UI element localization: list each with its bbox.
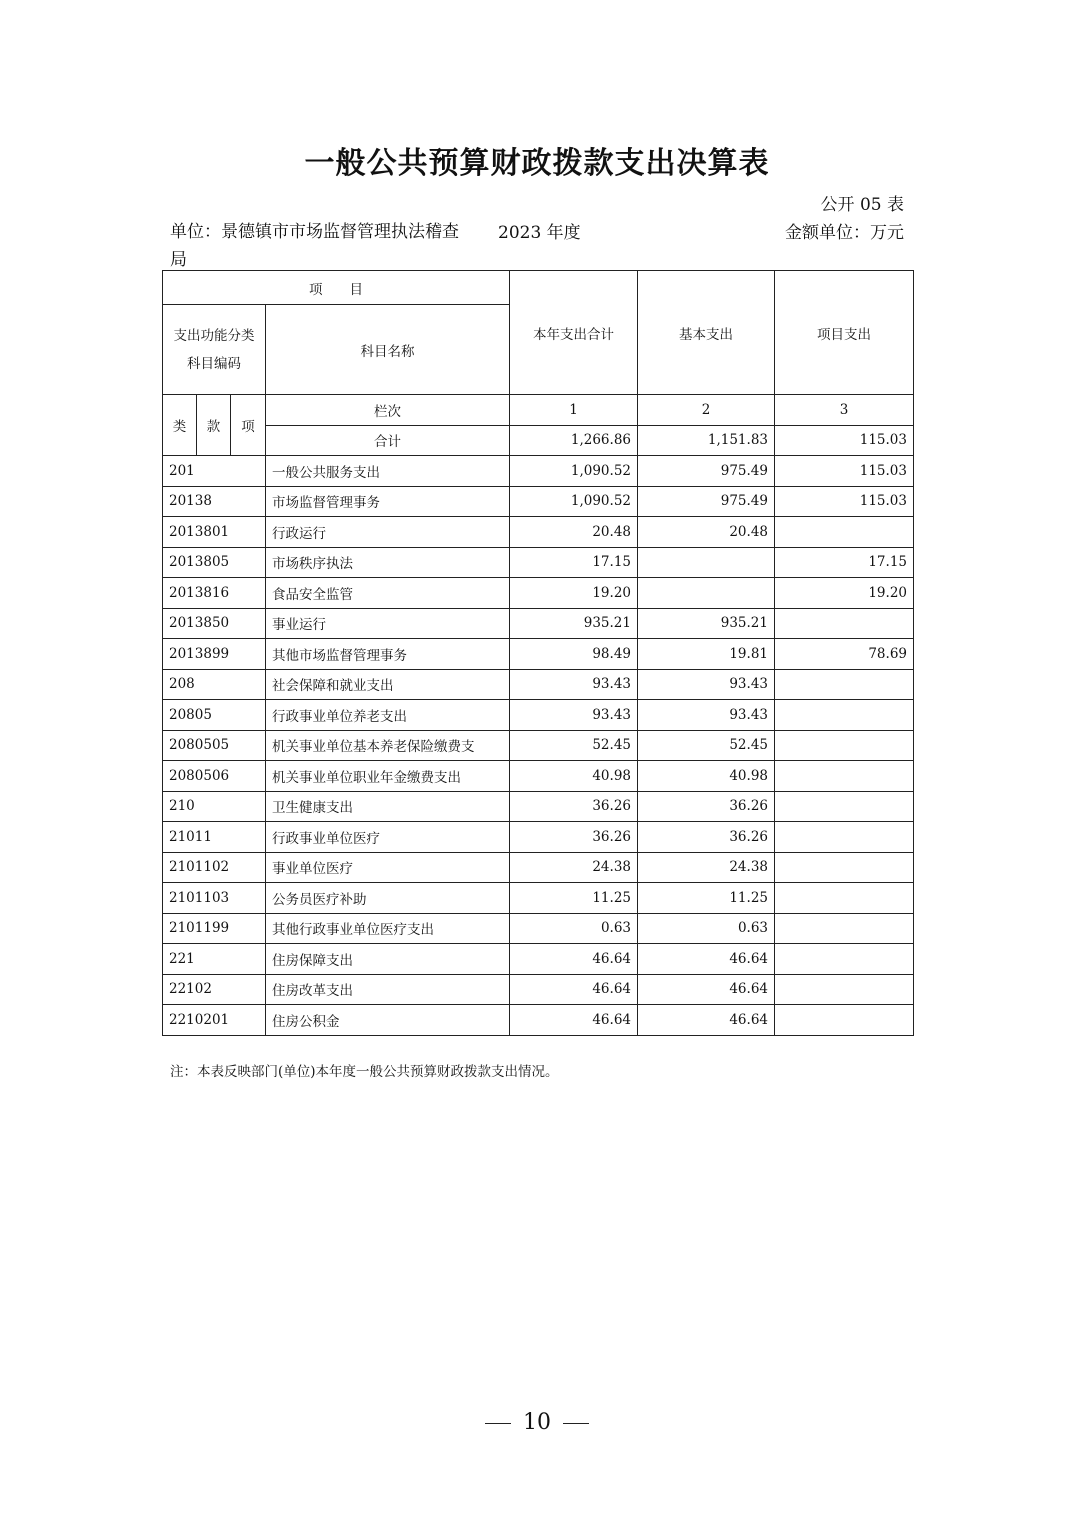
table-row	[163, 822, 914, 853]
dash-left	[485, 1423, 511, 1424]
row-code: 2013899	[163, 639, 266, 670]
row-code: 221	[163, 944, 266, 975]
table-row	[163, 456, 914, 487]
row-basic: 93.43	[638, 669, 775, 700]
row-project	[775, 883, 914, 914]
expenditure-table	[162, 270, 914, 1036]
row-total: 24.38	[510, 852, 638, 883]
header-total: 本年支出合计	[510, 271, 638, 395]
row-total: 46.64	[510, 974, 638, 1005]
row-basic: 24.38	[638, 852, 775, 883]
row-project	[775, 822, 914, 853]
row-basic: 36.26	[638, 822, 775, 853]
row-basic: 36.26	[638, 791, 775, 822]
total-label: 合计	[266, 425, 510, 456]
row-basic: 975.49	[638, 456, 775, 487]
row-total: 1,090.52	[510, 486, 638, 517]
table-row	[163, 700, 914, 731]
row-total: 935.21	[510, 608, 638, 639]
header-project-expenditure: 项目支出	[775, 271, 914, 395]
row-project	[775, 700, 914, 731]
row-total: 46.64	[510, 1005, 638, 1036]
row-subject-name: 市场监督管理事务	[266, 486, 510, 517]
year-label: 2023 年度	[498, 223, 581, 243]
row-code: 208	[163, 669, 266, 700]
amount-unit-label: 金额单位：万元	[785, 223, 904, 243]
row-subject-name: 公务员医疗补助	[266, 883, 510, 914]
row-subject-name: 行政事业单位养老支出	[266, 700, 510, 731]
header-xiang: 项	[231, 395, 266, 456]
table-row	[163, 608, 914, 639]
row-total: 11.25	[510, 883, 638, 914]
row-subject-name: 住房改革支出	[266, 974, 510, 1005]
table-note: 注：本表反映部门(单位)本年度一般公共预算财政拨款支出情况。	[170, 1064, 559, 1080]
row-subject-name: 事业单位医疗	[266, 852, 510, 883]
row-basic: 46.64	[638, 1005, 775, 1036]
row-basic	[638, 547, 775, 578]
row-subject-name: 行政运行	[266, 517, 510, 548]
row-total: 17.15	[510, 547, 638, 578]
row-total: 20.48	[510, 517, 638, 548]
row-basic: 0.63	[638, 913, 775, 944]
row-code: 2101102	[163, 852, 266, 883]
header-lei: 类	[163, 395, 197, 456]
row-code: 2013805	[163, 547, 266, 578]
dash-right	[563, 1423, 589, 1424]
row-subject-name: 其他行政事业单位医疗支出	[266, 913, 510, 944]
page-title: 一般公共预算财政拨款支出决算表	[304, 146, 770, 181]
row-total: 46.64	[510, 944, 638, 975]
row-code: 2101199	[163, 913, 266, 944]
row-project	[775, 944, 914, 975]
total-amount: 1,266.86	[510, 425, 638, 456]
row-project	[775, 608, 914, 639]
row-basic: 40.98	[638, 761, 775, 792]
row-code: 2013816	[163, 578, 266, 609]
row-subject-name: 市场秩序执法	[266, 547, 510, 578]
table-row	[163, 639, 914, 670]
row-basic: 19.81	[638, 639, 775, 670]
page-number	[0, 1410, 1074, 1435]
header-col-2: 2	[638, 395, 775, 426]
table-row	[163, 974, 914, 1005]
row-project	[775, 761, 914, 792]
row-subject-name: 卫生健康支出	[266, 791, 510, 822]
table-row	[163, 669, 914, 700]
row-code: 201	[163, 456, 266, 487]
row-basic: 93.43	[638, 700, 775, 731]
form-number: 公开 05 表	[820, 195, 904, 215]
row-code: 2080506	[163, 761, 266, 792]
row-project: 19.20	[775, 578, 914, 609]
row-code: 2013801	[163, 517, 266, 548]
table-row	[163, 517, 914, 548]
row-project	[775, 517, 914, 548]
header-function-code: 支出功能分类科目编码	[163, 305, 266, 395]
row-code: 2210201	[163, 1005, 266, 1036]
row-subject-name: 社会保障和就业支出	[266, 669, 510, 700]
row-total: 40.98	[510, 761, 638, 792]
row-project	[775, 852, 914, 883]
row-total: 1,090.52	[510, 456, 638, 487]
row-project: 115.03	[775, 456, 914, 487]
row-code: 20138	[163, 486, 266, 517]
row-subject-name: 事业运行	[266, 608, 510, 639]
table-row	[163, 1005, 914, 1036]
row-project	[775, 730, 914, 761]
header-col-3: 3	[775, 395, 914, 426]
table-row	[163, 486, 914, 517]
row-project	[775, 1005, 914, 1036]
row-code: 21011	[163, 822, 266, 853]
row-code: 2013850	[163, 608, 266, 639]
row-code: 20805	[163, 700, 266, 731]
row-subject-name: 住房公积金	[266, 1005, 510, 1036]
row-project	[775, 913, 914, 944]
row-total: 36.26	[510, 822, 638, 853]
table-row	[163, 730, 914, 761]
row-basic: 52.45	[638, 730, 775, 761]
row-project	[775, 791, 914, 822]
total-row	[163, 425, 914, 456]
table-row	[163, 791, 914, 822]
row-code: 22102	[163, 974, 266, 1005]
row-total: 98.49	[510, 639, 638, 670]
total-project: 115.03	[775, 425, 914, 456]
table-row	[163, 883, 914, 914]
row-basic	[638, 578, 775, 609]
table-row	[163, 913, 914, 944]
row-subject-name: 机关事业单位基本养老保险缴费支	[266, 730, 510, 761]
row-basic: 46.64	[638, 944, 775, 975]
row-project: 17.15	[775, 547, 914, 578]
row-basic: 11.25	[638, 883, 775, 914]
row-total: 0.63	[510, 913, 638, 944]
row-project: 115.03	[775, 486, 914, 517]
row-project: 78.69	[775, 639, 914, 670]
row-total: 36.26	[510, 791, 638, 822]
table-row	[163, 944, 914, 975]
table-row	[163, 578, 914, 609]
row-project	[775, 669, 914, 700]
row-basic: 935.21	[638, 608, 775, 639]
header-kuan: 款	[197, 395, 231, 456]
page-number-text: 10	[523, 1410, 551, 1435]
header-basic: 基本支出	[638, 271, 775, 395]
table-row	[163, 761, 914, 792]
header-lanci: 栏次	[266, 395, 510, 426]
row-basic: 20.48	[638, 517, 775, 548]
header-subject-name: 科目名称	[266, 305, 510, 395]
row-code: 210	[163, 791, 266, 822]
row-total: 93.43	[510, 669, 638, 700]
row-code: 2101103	[163, 883, 266, 914]
row-subject-name: 行政事业单位医疗	[266, 822, 510, 853]
row-total: 52.45	[510, 730, 638, 761]
header-project: 项 目	[163, 271, 510, 305]
row-basic: 975.49	[638, 486, 775, 517]
row-project	[775, 974, 914, 1005]
row-code: 2080505	[163, 730, 266, 761]
row-basic: 46.64	[638, 974, 775, 1005]
total-basic: 1,151.83	[638, 425, 775, 456]
row-total: 93.43	[510, 700, 638, 731]
row-subject-name: 食品安全监管	[266, 578, 510, 609]
row-subject-name: 住房保障支出	[266, 944, 510, 975]
table-row	[163, 547, 914, 578]
row-total: 19.20	[510, 578, 638, 609]
row-subject-name: 其他市场监督管理事务	[266, 639, 510, 670]
unit-label: 单位：景德镇市市场监督管理执法稽查局	[170, 222, 459, 270]
row-subject-name: 一般公共服务支出	[266, 456, 510, 487]
table-row	[163, 852, 914, 883]
header-col-1: 1	[510, 395, 638, 426]
row-subject-name: 机关事业单位职业年金缴费支出	[266, 761, 510, 792]
